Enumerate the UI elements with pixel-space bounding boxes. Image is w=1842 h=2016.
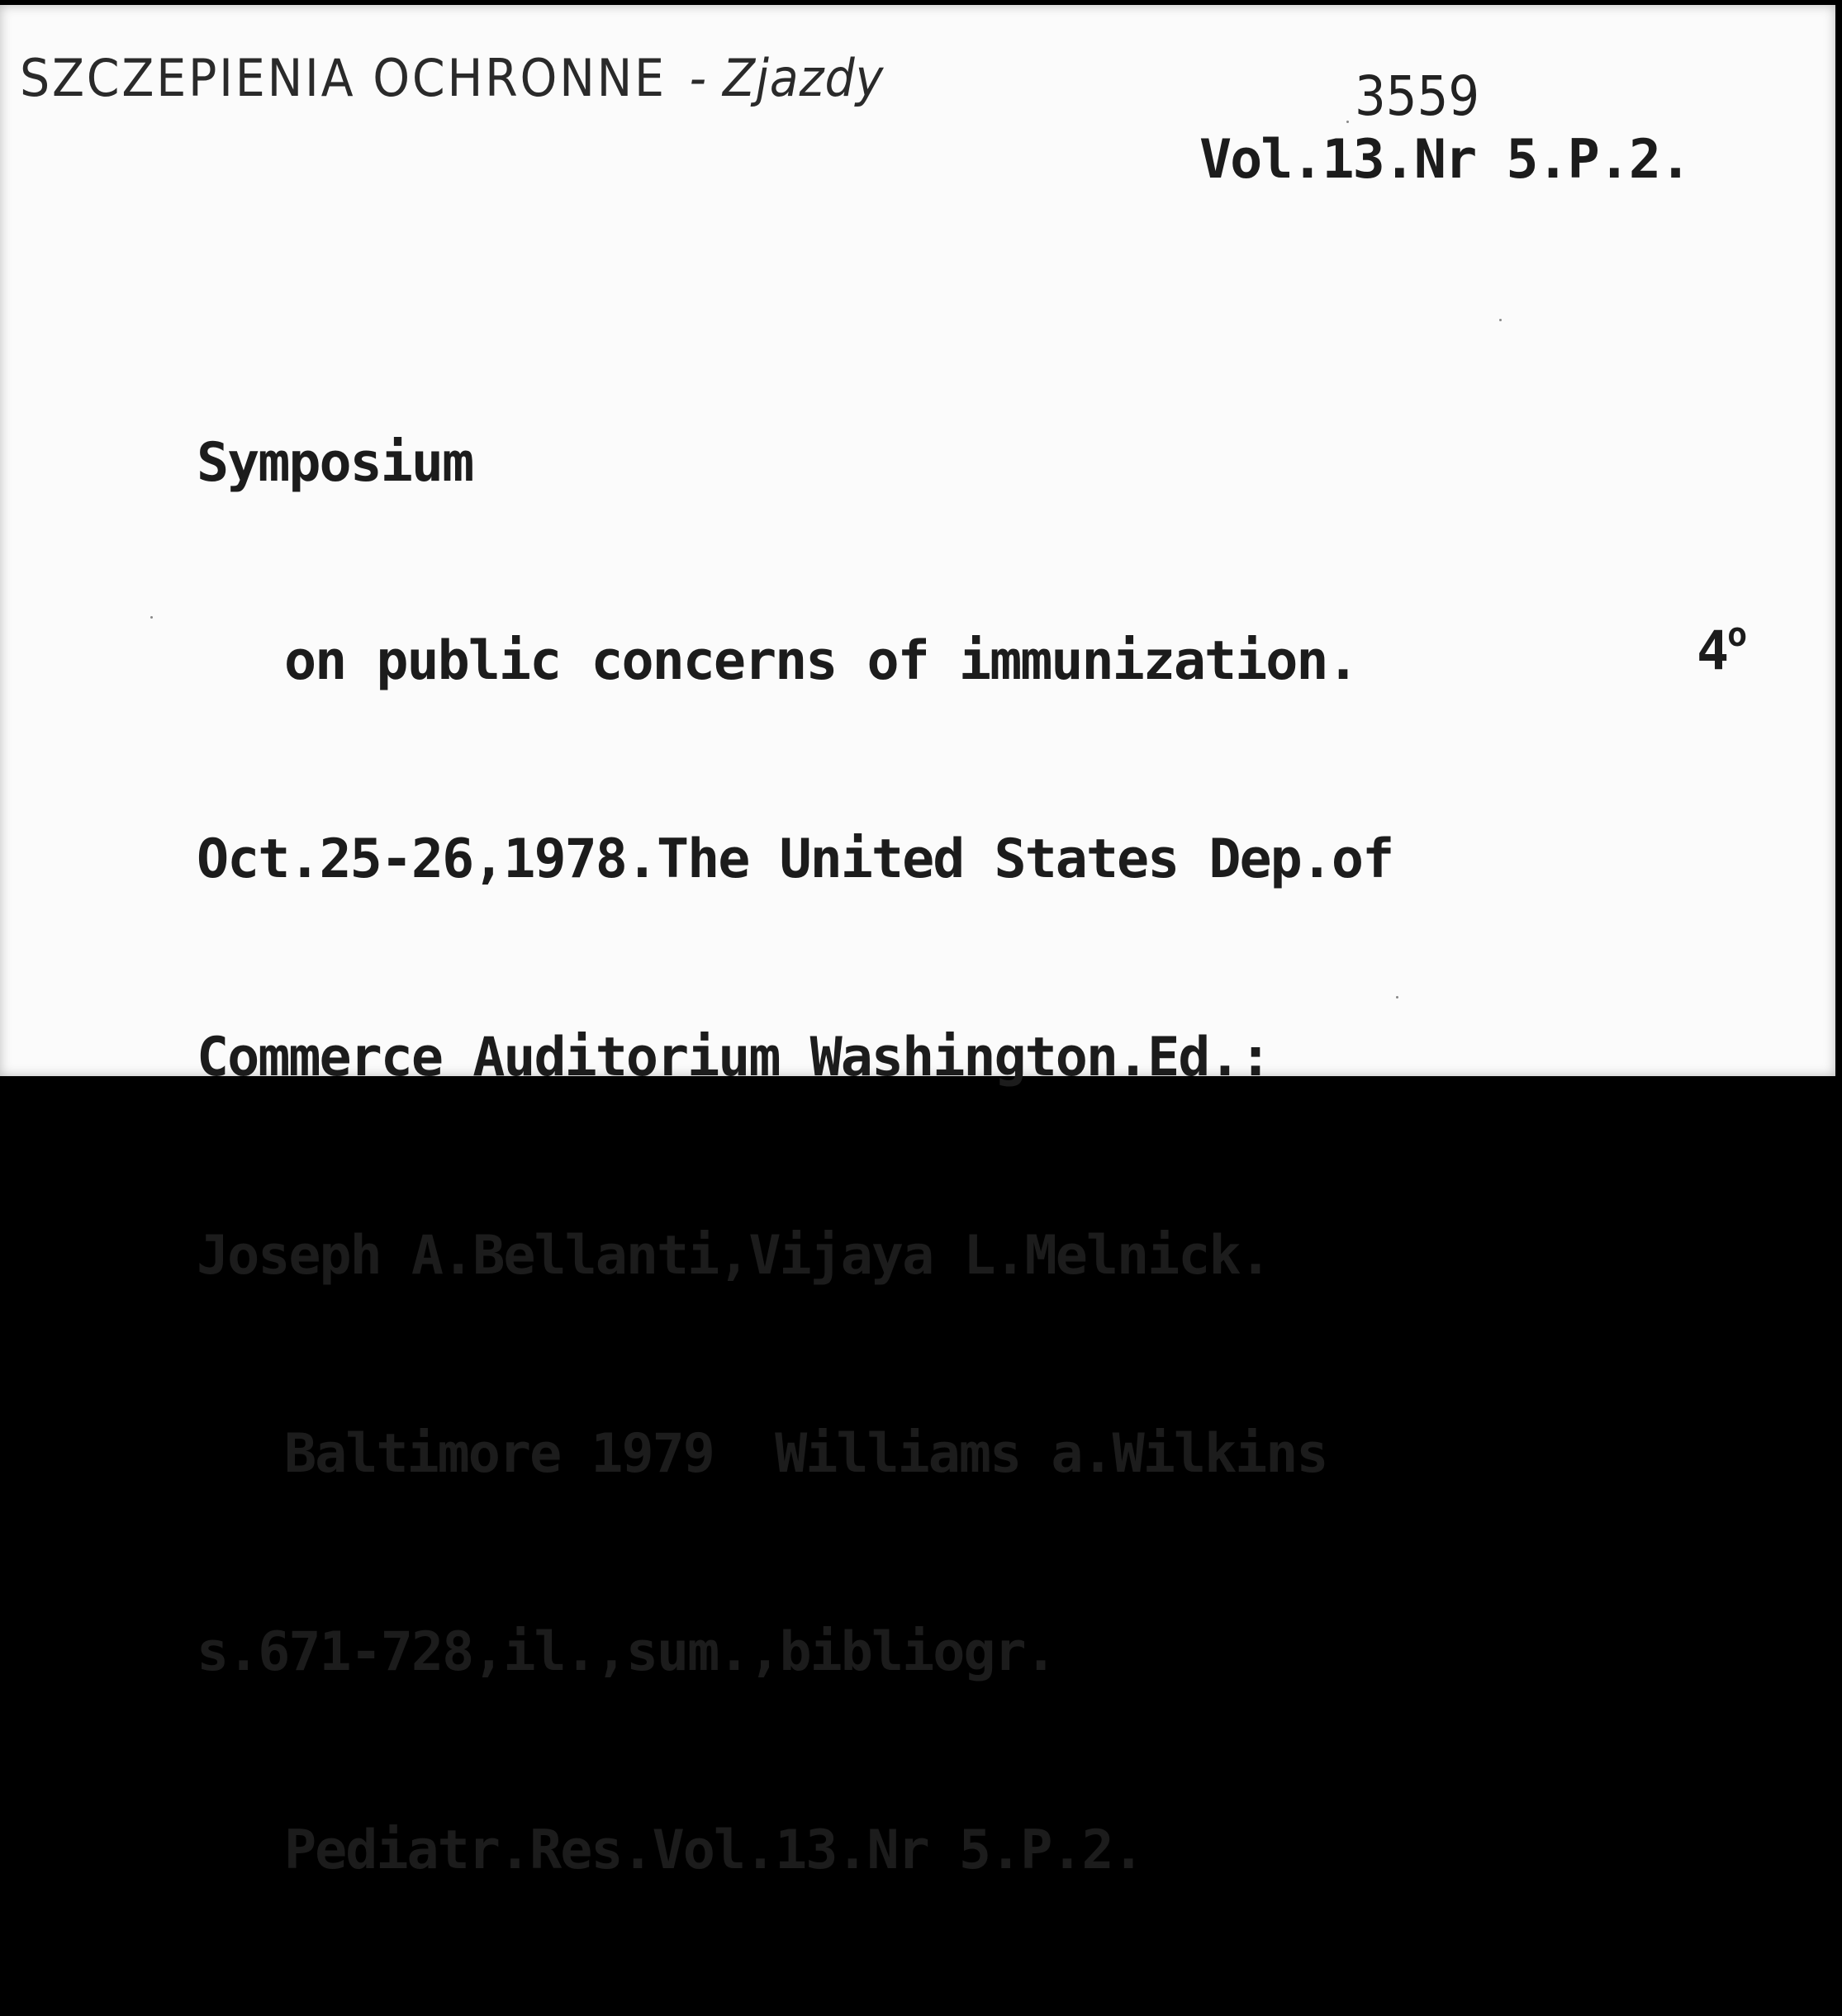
bibliographic-entry — [197, 298, 1393, 2016]
subject-heading-text: SZCZEPIENIA OCHRONNE — [20, 48, 667, 108]
entry-line-journal: Pediatr.Res.Vol.13.Nr 5.P.2. — [284, 1819, 1143, 1881]
entry-line-publisher: Baltimore 1979 Williams a.Wilkins — [284, 1423, 1327, 1485]
format-size-degree: o — [1727, 616, 1746, 654]
subject-subdivision: - Zjazdy — [689, 48, 885, 108]
entry-line-pages: s.671-728,il.,sum.,bibliogr. — [197, 1621, 1056, 1683]
format-size-number: 4 — [1697, 620, 1728, 682]
entry-line-subtitle: on public concerns of immunization. — [284, 630, 1358, 692]
paper-speck — [1396, 996, 1398, 999]
subject-heading — [20, 48, 884, 108]
call-number: 3559 — [1355, 64, 1480, 128]
paper-speck — [1499, 319, 1502, 321]
paper-speck — [1346, 121, 1349, 123]
catalog-card — [0, 5, 1835, 1881]
paper-speck — [150, 616, 153, 619]
format-size — [1697, 616, 1745, 682]
entry-line-venue: Commerce Auditorium Washington.Ed.: — [197, 1027, 1270, 1089]
entry-line-date-place: Oct.25-26,1978.The United States Dep.of — [197, 828, 1393, 890]
volume-reference: Vol.13.Nr 5.P.2. — [1199, 129, 1691, 191]
entry-line-editors: Joseph A.Bellanti,Vijaya L.Melnick. — [197, 1225, 1270, 1287]
entry-line-title: Symposium — [197, 432, 473, 494]
